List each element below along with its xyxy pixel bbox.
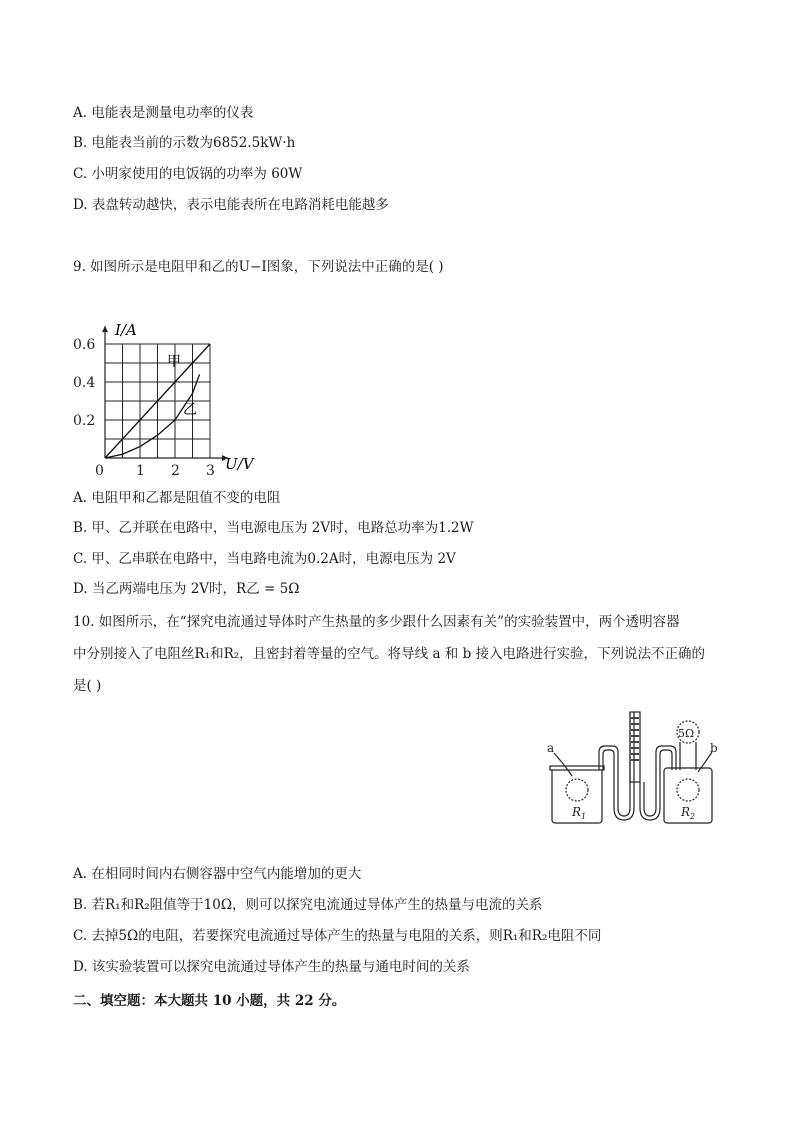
wire-a-label: a	[547, 741, 555, 755]
x-tick-label: 3	[206, 463, 215, 478]
y-tick-label: 0.2	[73, 413, 96, 429]
r2-coil	[677, 779, 699, 801]
r1-label: $R_1$	[572, 805, 587, 821]
q10-option-a: A. 在相同时间内右侧容器中空气内能增加的更大	[73, 866, 362, 882]
q10-option-b: B. 若R₁和R₂阻值等于10Ω，则可以探究电流通过导体产生的热量与电流的关系	[73, 897, 543, 913]
series-label-yi: 乙	[183, 402, 197, 418]
q10-option-d: D. 该实验装置可以探究电流通过导体产生的热量与通电时间的关系	[73, 959, 470, 975]
ui-graph	[60, 318, 280, 478]
x-tick-label: 2	[171, 463, 180, 478]
y-axis-arrow	[102, 326, 108, 332]
q9-option-d: D. 当乙两端电压为 2V时，R乙 = 5Ω	[73, 581, 300, 597]
r2-label: $R_2$	[681, 805, 696, 821]
q9-option-c: C. 甲、乙串联在电路中，当电路电流为0.2A时，电源电压为 2V	[73, 551, 456, 567]
q8-option-b: B. 电能表当前的示数为6852.5kW·h	[73, 135, 296, 151]
q10-stem-line1: 10. 如图所示，在“探究电流通过导体时产生热量的多少跟什么因素有关”的实验装置中，两个透明容器	[73, 614, 680, 630]
y-tick-label: 0.4	[73, 375, 96, 391]
q8-option-d: D. 表盘转动越快，表示电能表所在电路消耗电能越多	[73, 197, 389, 213]
x-axis-label: U/V	[225, 455, 254, 473]
heating-apparatus-diagram	[542, 708, 722, 828]
x-tick-label: 1	[136, 463, 145, 478]
x-tick-label: 0	[95, 463, 104, 478]
series-label-jia: 甲	[167, 354, 181, 370]
q8-option-c: C. 小明家使用的电饭锅的功率为 60W	[73, 166, 303, 182]
q10-stem-line2: 中分别接入了电阻丝R₁和R₂，且密封着等量的空气。将导线 a 和 b 接入电路进行实验，下列说法不正确的	[73, 646, 706, 662]
r1-coil	[566, 779, 588, 801]
section-heading-fill-in: 二、填空题：本大题共 10 小题，共 22 分。	[73, 993, 346, 1009]
q8-option-a: A. 电能表是测量电功率的仪表	[73, 105, 254, 121]
wire-b-label: b	[710, 741, 718, 755]
q9-option-b: B. 甲、乙并联在电路中，当电源电压为 2V时，电路总功率为1.2W	[73, 520, 474, 536]
q10-option-c: C. 去掉5Ω的电阻，若要探究电流通过导体产生的热量与电阻的关系，则R₁和R₂电阻不同	[73, 928, 602, 944]
q10-stem-line3: 是( )	[73, 678, 102, 694]
q9-option-a: A. 电阻甲和乙都是阻值不变的电阻	[73, 490, 281, 506]
y-axis-label: I/A	[115, 321, 137, 339]
q9-stem: 9. 如图所示是电阻甲和乙的U−I图象，下列说法中正确的是( )	[73, 259, 444, 275]
five-ohm-label: 5Ω	[678, 727, 695, 740]
y-tick-label: 0.6	[73, 337, 96, 353]
